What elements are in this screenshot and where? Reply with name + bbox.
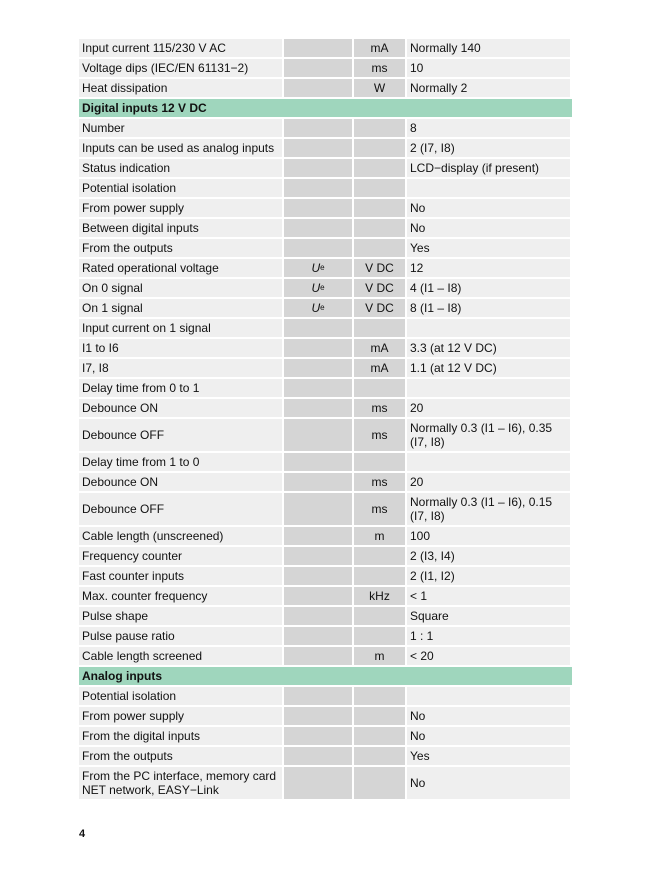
row-unit: m	[354, 527, 405, 545]
row-value: < 20	[407, 647, 570, 665]
row-symbol	[284, 527, 352, 545]
row-label: Potential isolation	[79, 179, 282, 197]
row-unit	[354, 767, 405, 799]
row-symbol	[284, 259, 352, 277]
row-label: Voltage dips (IEC/EN 61131−2)	[79, 59, 282, 77]
row-label: Fast counter inputs	[79, 567, 282, 585]
symbol-subscript: e	[320, 283, 325, 292]
table-row	[79, 527, 572, 545]
row-unit: kHz	[354, 587, 405, 605]
row-unit: mA	[354, 339, 405, 357]
table-row	[79, 399, 572, 417]
section-header	[79, 99, 572, 117]
row-unit	[354, 119, 405, 137]
row-label: Pulse pause ratio	[79, 627, 282, 645]
table-row	[79, 239, 572, 257]
row-label: Frequency counter	[79, 547, 282, 565]
row-value: 12	[407, 259, 570, 277]
row-unit	[354, 747, 405, 765]
row-symbol	[284, 419, 352, 451]
table-row	[79, 767, 572, 799]
row-value: 10	[407, 59, 570, 77]
row-unit	[354, 453, 405, 471]
row-value: 20	[407, 473, 570, 491]
row-unit: mA	[354, 39, 405, 57]
row-value: 100	[407, 527, 570, 545]
symbol-text: U	[311, 261, 321, 275]
row-unit	[354, 239, 405, 257]
row-unit	[354, 627, 405, 645]
table-row	[79, 279, 572, 297]
row-symbol	[284, 79, 352, 97]
technical-data-table	[79, 39, 572, 801]
table-row	[79, 627, 572, 645]
table-row	[79, 259, 572, 277]
section-header	[79, 667, 572, 685]
row-value: No	[407, 199, 570, 217]
table-row	[79, 687, 572, 705]
row-symbol	[284, 647, 352, 665]
table-row	[79, 119, 572, 137]
row-unit	[354, 139, 405, 157]
row-unit: V DC	[354, 259, 405, 277]
row-symbol	[284, 707, 352, 725]
row-symbol	[284, 493, 352, 525]
row-label: Debounce ON	[79, 473, 282, 491]
row-symbol	[284, 59, 352, 77]
row-value	[407, 453, 570, 471]
row-symbol	[284, 587, 352, 605]
row-label: Delay time from 1 to 0	[79, 453, 282, 471]
row-unit	[354, 727, 405, 745]
row-unit: V DC	[354, 299, 405, 317]
row-unit	[354, 707, 405, 725]
row-symbol	[284, 399, 352, 417]
row-value	[407, 687, 570, 705]
row-value	[407, 179, 570, 197]
table-row	[79, 379, 572, 397]
row-symbol	[284, 219, 352, 237]
table-row	[79, 219, 572, 237]
row-value	[407, 379, 570, 397]
section-title: Analog inputs	[82, 669, 162, 683]
row-value: Normally 140	[407, 39, 570, 57]
row-symbol	[284, 547, 352, 565]
row-symbol	[284, 359, 352, 377]
row-label: I1 to I6	[79, 339, 282, 357]
row-unit	[354, 219, 405, 237]
row-symbol	[284, 379, 352, 397]
row-unit: ms	[354, 419, 405, 451]
table-row	[79, 319, 572, 337]
table-row	[79, 473, 572, 491]
row-symbol	[284, 179, 352, 197]
row-symbol	[284, 473, 352, 491]
table-row	[79, 139, 572, 157]
row-label: Heat dissipation	[79, 79, 282, 97]
row-label: Max. counter frequency	[79, 587, 282, 605]
row-label: Inputs can be used as analog inputs	[79, 139, 282, 157]
row-symbol	[284, 279, 352, 297]
row-unit	[354, 319, 405, 337]
table-row	[79, 159, 572, 177]
row-label: Number	[79, 119, 282, 137]
row-value: 4 (I1 – I8)	[407, 279, 570, 297]
table-row	[79, 567, 572, 585]
row-value: 8	[407, 119, 570, 137]
row-label: On 0 signal	[79, 279, 282, 297]
row-value: 20	[407, 399, 570, 417]
row-symbol	[284, 319, 352, 337]
row-symbol	[284, 159, 352, 177]
table-row	[79, 359, 572, 377]
row-symbol	[284, 727, 352, 745]
row-unit: ms	[354, 59, 405, 77]
row-unit: ms	[354, 399, 405, 417]
row-value: 1.1 (at 12 V DC)	[407, 359, 570, 377]
row-unit: ms	[354, 493, 405, 525]
table-row	[79, 419, 572, 451]
row-symbol	[284, 607, 352, 625]
row-label: Cable length (unscreened)	[79, 527, 282, 545]
row-symbol	[284, 39, 352, 57]
row-value: No	[407, 727, 570, 745]
row-value: Square	[407, 607, 570, 625]
row-value: 2 (I7, I8)	[407, 139, 570, 157]
table-row	[79, 493, 572, 525]
row-unit	[354, 179, 405, 197]
row-symbol	[284, 199, 352, 217]
table-row	[79, 59, 572, 77]
row-symbol	[284, 339, 352, 357]
row-label: Input current on 1 signal	[79, 319, 282, 337]
row-unit	[354, 159, 405, 177]
row-label: From the digital inputs	[79, 727, 282, 745]
table-row	[79, 727, 572, 745]
row-label: From the outputs	[79, 239, 282, 257]
page-number: 4	[79, 828, 86, 840]
symbol-text: U	[311, 301, 321, 315]
row-value: 3.3 (at 12 V DC)	[407, 339, 570, 357]
row-unit	[354, 379, 405, 397]
row-label: On 1 signal	[79, 299, 282, 317]
row-label: Rated operational voltage	[79, 259, 282, 277]
row-unit: W	[354, 79, 405, 97]
row-value: Normally 0.3 (I1 – I6), 0.15 (I7, I8)	[407, 493, 570, 525]
row-unit	[354, 607, 405, 625]
table-row	[79, 647, 572, 665]
row-unit	[354, 547, 405, 565]
row-value: Normally 0.3 (I1 – I6), 0.35 (I7, I8)	[407, 419, 570, 451]
row-label: Cable length screened	[79, 647, 282, 665]
row-value: Yes	[407, 239, 570, 257]
row-unit	[354, 687, 405, 705]
row-symbol	[284, 767, 352, 799]
row-label: Between digital inputs	[79, 219, 282, 237]
row-unit: m	[354, 647, 405, 665]
row-value: Yes	[407, 747, 570, 765]
symbol-subscript: e	[320, 263, 325, 272]
table-row	[79, 179, 572, 197]
row-value: < 1	[407, 587, 570, 605]
row-unit	[354, 567, 405, 585]
row-symbol	[284, 119, 352, 137]
row-value: 8 (I1 – I8)	[407, 299, 570, 317]
row-value	[407, 319, 570, 337]
row-value: 2 (I1, I2)	[407, 567, 570, 585]
row-unit: mA	[354, 359, 405, 377]
row-value: Normally 2	[407, 79, 570, 97]
row-label: Input current 115/230 V AC	[79, 39, 282, 57]
row-symbol	[284, 239, 352, 257]
table-row	[79, 453, 572, 471]
row-label: From the outputs	[79, 747, 282, 765]
row-label: Status indication	[79, 159, 282, 177]
row-value: 1 : 1	[407, 627, 570, 645]
symbol-subscript: e	[320, 303, 325, 312]
row-value: No	[407, 767, 570, 799]
table-row	[79, 587, 572, 605]
table-row	[79, 39, 572, 57]
table-row	[79, 79, 572, 97]
row-symbol	[284, 567, 352, 585]
row-label: Debounce ON	[79, 399, 282, 417]
row-label: From power supply	[79, 707, 282, 725]
row-value: No	[407, 707, 570, 725]
table-row	[79, 607, 572, 625]
row-unit	[354, 199, 405, 217]
table-row	[79, 299, 572, 317]
table-row	[79, 707, 572, 725]
row-symbol	[284, 139, 352, 157]
symbol-text: U	[311, 281, 321, 295]
row-symbol	[284, 627, 352, 645]
row-label: I7, I8	[79, 359, 282, 377]
row-label: Potential isolation	[79, 687, 282, 705]
row-label: Pulse shape	[79, 607, 282, 625]
row-unit: V DC	[354, 279, 405, 297]
row-symbol	[284, 299, 352, 317]
table-row	[79, 339, 572, 357]
section-title: Digital inputs 12 V DC	[82, 101, 207, 115]
table-row	[79, 547, 572, 565]
row-unit: ms	[354, 473, 405, 491]
row-value: 2 (I3, I4)	[407, 547, 570, 565]
row-label: Debounce OFF	[79, 419, 282, 451]
table-row	[79, 199, 572, 217]
table-row	[79, 747, 572, 765]
row-symbol	[284, 687, 352, 705]
row-label: From power supply	[79, 199, 282, 217]
row-symbol	[284, 453, 352, 471]
row-value: No	[407, 219, 570, 237]
row-label: From the PC interface, memory card NET network, EASY−Link	[79, 767, 282, 799]
row-label: Delay time from 0 to 1	[79, 379, 282, 397]
row-symbol	[284, 747, 352, 765]
row-label: Debounce OFF	[79, 493, 282, 525]
row-value: LCD−display (if present)	[407, 159, 570, 177]
